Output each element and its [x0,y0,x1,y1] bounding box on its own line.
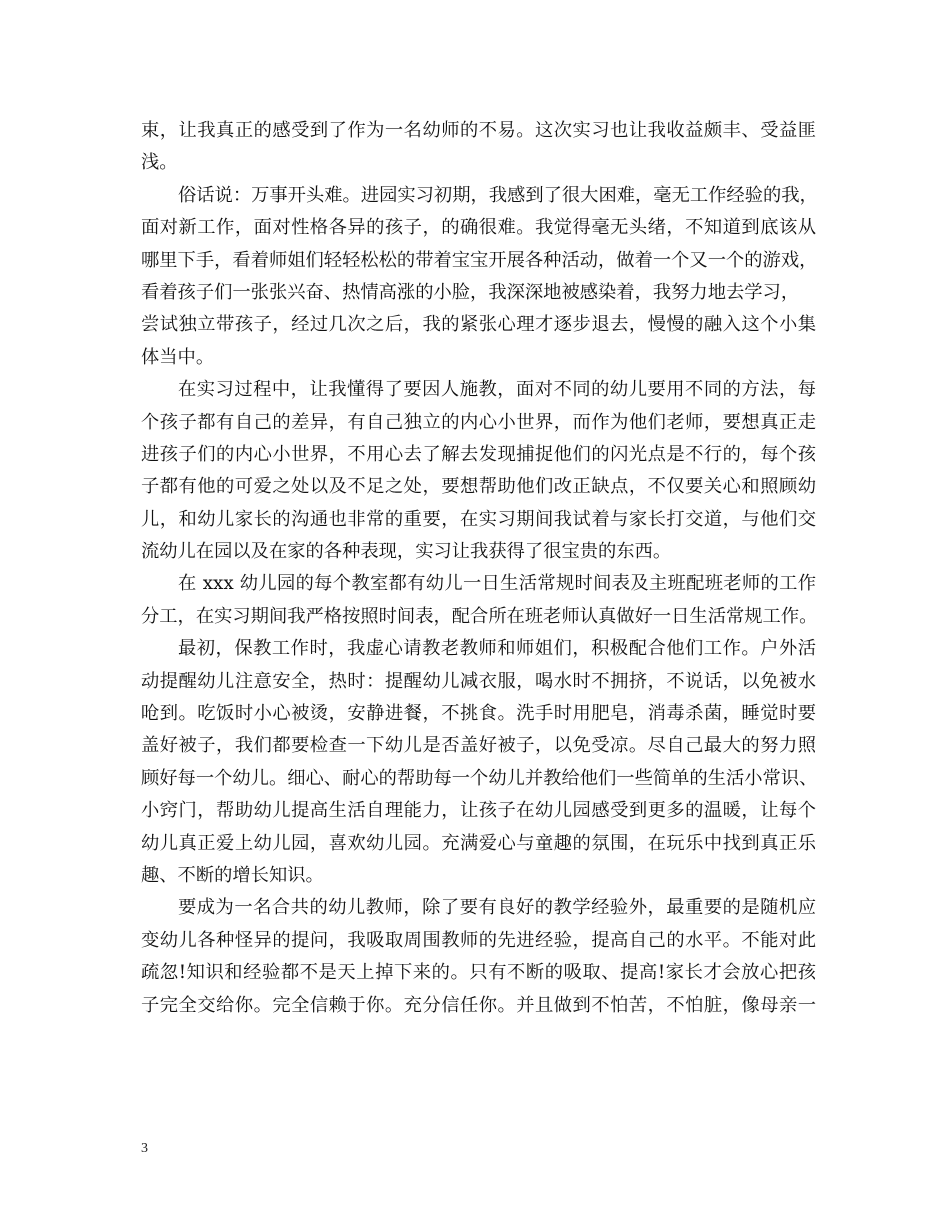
text-line: 趣、不断的增长知识。 [141,864,324,886]
text-line: 进孩子们的内心小世界，不用心去了解去发现捕捉他们的闪光点是不行的，每个孩 [141,443,816,465]
document-body [141,115,816,1022]
text-line: 幼儿真正爱上幼儿园，喜欢幼儿园。充满爱心与童趣的氛围，在玩乐中找到真正乐 [141,832,816,854]
text-line: 小窍门，帮助幼儿提高生活自理能力，让孩子在幼儿园感受到更多的温暖，让每个 [141,800,816,822]
text-line: 子完全交给你。完全信赖于你。充分信任你。并且做到不怕苦，不怕脏，像母亲一 [141,994,816,1016]
paragraph-first-line: 要成为一名合共的幼儿教师，除了要有良好的教学经验外，最重要的是随机应 [178,897,816,919]
text-line: 个孩子都有自己的差异，有自己独立的内心小世界，而作为他们老师，要想真正走 [141,411,816,433]
paragraph-first-line: 在实习过程中，让我懂得了要因人施教，面对不同的幼儿要用不同的方法，每 [178,379,816,401]
paragraph-first-line: 最初，保教工作时，我虚心请教老教师和师姐们，积极配合他们工作。户外活 [178,638,816,660]
text-line: 儿，和幼儿家长的沟通也非常的重要，在实习期间我试着与家长打交道，与他们交 [141,508,816,530]
text-line: 哪里下手，看着师姐们轻轻松松的带着宝宝开展各种活动，做着一个又一个的游戏， [141,249,818,271]
text-line: 子都有他的可爱之处以及不足之处，要想帮助他们改正缺点，不仅要关心和照顾幼 [141,476,816,498]
text-line: 分工，在实习期间我严格按照时间表，配合所在班老师认真做好一日生活常规工作。 [141,605,818,627]
text-line: 体当中。 [141,346,215,368]
text-line: 浅。 [141,152,178,174]
text-line: 顾好每一个幼儿。细心、耐心的帮助每一个幼儿并教给他们一些简单的生活小常识、 [141,767,818,789]
page-number: 3 [141,1141,148,1156]
paragraph-first-line: 俗话说：万事开头难。进园实习初期，我感到了很大困难，毫无工作经验的我， [178,184,818,206]
text-line: 尝试独立带孩子，经过几次之后，我的紧张心理才逐步退去，慢慢的融入这个小集 [141,314,816,336]
paragraph-first-line: 在 xxx 幼儿园的每个教室都有幼儿一日生活常规时间表及主班配班老师的工作 [178,573,816,595]
text-line: 面对新工作，面对性格各异的孩子，的确很难。我觉得毫无头绪，不知道到底该从 [141,217,816,239]
text-line: 呛到。吃饭时小心被烫，安静进餐，不挑食。洗手时用肥皂，消毒杀菌，睡觉时要 [141,703,816,725]
text-line: 盖好被子，我们都要检查一下幼儿是否盖好被子，以免受凉。尽自己最大的努力照 [141,735,816,757]
text-line: 疏忽!知识和经验都不是天上掉下来的。只有不断的吸取、提高!家长才会放心把孩 [141,962,816,984]
text-line: 动提醒幼儿注意安全，热时：提醒幼儿减衣服，喝水时不拥挤，不说话，以免被水 [141,670,816,692]
text-line: 束，让我真正的感受到了作为一名幼师的不易。这次实习也让我收益颇丰、受益匪 [141,120,816,141]
text-line: 流幼儿在园以及在家的各种表现，实习让我获得了很宝贵的东西。 [141,541,672,563]
text-line: 变幼儿各种怪异的提问，我吸取周围教师的先进经验，提高自己的水平。不能对此 [141,929,816,951]
text-line: 看着孩子们一张张兴奋、热情高涨的小脸，我深深地被感染着，我努力地去学习， [141,281,800,303]
